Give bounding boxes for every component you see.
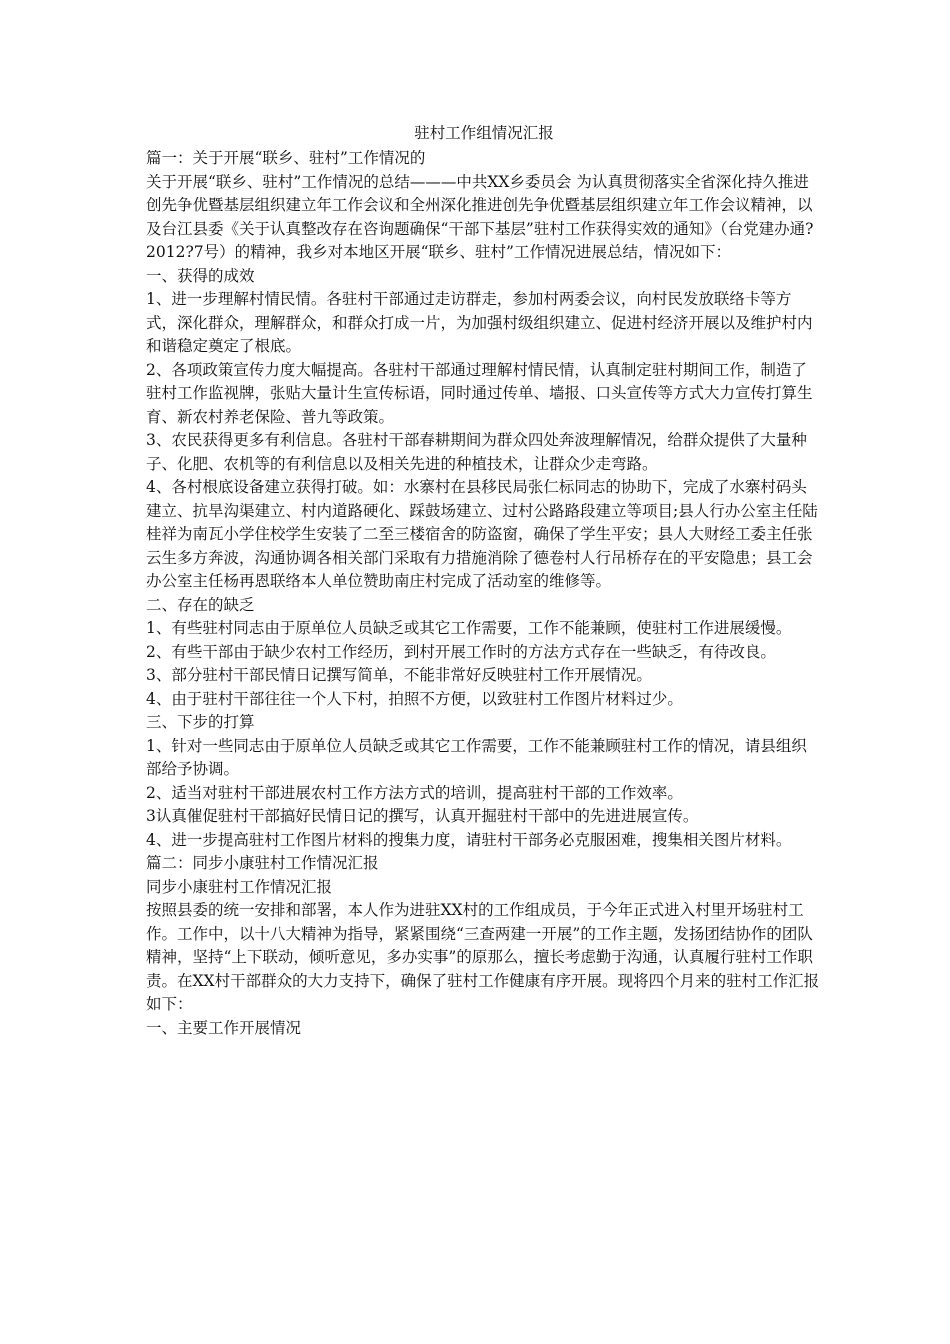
paragraph: 3认真催促驻村干部搞好民情日记的撰写，认真开掘驻村干部中的先进进展宣传。 (146, 807, 699, 825)
paragraph: 按照县委的统一安排和部署，本人作为进驻XX村的工作组成员，于今年正式进入村里开场驻村工作。工作中，以十八大精神为指导，紧紧围绕“三查两建一开展”的工作主题，发扬团结协作的团队精神，坚持“上下联动，倾听意见，多办实事”的原那么，擅长考虑勤于沟通，认真履行驻村工作职责。在XX村干部群众的大力支持下，确保了驻村工作健康有序开展。现将四个月来的驻村工作汇报如下： (146, 901, 820, 1013)
paragraph: 篇一：关于开展“联乡、驻村”工作情况的 (146, 149, 426, 167)
paragraph: 二、存在的缺乏 (146, 595, 255, 614)
paragraph: 关于开展“联乡、驻村”工作情况的总结———中共XX乡委员会 为认真贯彻落实全省深化持久推进创先争优暨基层组织建立年工作会议和全州深化推进创先争优暨基层组织建立年工作会议精神，以及台江县委《关于认真整改存在咨询题确保“干部下基层”驻村工作获得实效的通知》（台党建办通?2012?7号）的精神，我乡对本地区开展“联乡、驻村”工作情况进展总结，情况如下： (146, 172, 814, 261)
paragraph: 4、各村根底设备建立获得打破。如：水寨村在县移民局张仁标同志的协助下，完成了水寨村码头建立、抗旱沟渠建立、村内道路硬化、踩鼓场建立、过村公路路段建立等项目;县人行办公室主任陆桂祥为南瓦小学住校学生安装了二至三楼宿舍的防盗窗，确保了学生平安；县人大财经工委主任张云生多方奔波，沟通协调各相关部门采取有力措施消除了德卷村人行吊桥存在的平安隐患；县工会办公室主任杨再恩联络本人单位赞助南庄村完成了活动室的维修等。 (146, 478, 818, 590)
paragraph: 1、有些驻村同志由于原单位人员缺乏或其它工作需要，工作不能兼顾，使驻村工作进展缓慢。 (146, 619, 792, 637)
paragraph: 2、各项政策宣传力度大幅提高。各驻村干部通过理解村情民情，认真制定驻村期间工作，制造了驻村工作监视牌，张贴大量计生宣传标语，同时通过传单、墙报、口头宣传等方式大力宣传打算生育、新农村养老保险、普九等政策。 (146, 360, 813, 426)
paragraph: 3、农民获得更多有利信息。各驻村干部春耕期间为群众四处奔波理解情况，给群众提供了大量种子、化肥、农机等的有利信息以及相关先进的种植技术，让群众少走弯路。 (146, 431, 807, 473)
paragraph: 4、进一步提高驻村工作图片材料的搜集力度，请驻村干部务必克服困难，搜集相关图片材料。 (146, 830, 792, 849)
paragraph: 2、有些干部由于缺少农村工作经历，到村开展工作时的方法方式存在一些缺乏，有待改良。 (146, 642, 776, 661)
document-page (146, 122, 822, 1040)
paragraph: 1、进一步理解村情民情。各驻村干部通过走访群走，参加村两委会议，向村民发放联络卡等方式，深化群众，理解群众，和群众打成一片，为加强村级组织建立、促进村经济开展以及维护村内和谐稳定奠定了根底。 (146, 290, 813, 355)
paragraph: 2、适当对驻村干部进展农村工作方法方式的培训，提高驻村干部的工作效率。 (146, 783, 683, 802)
paragraph: 4、由于驻村干部往往一个人下村，拍照不方便，以致驻村工作图片材料过少。 (146, 689, 683, 708)
paragraph: 同步小康驻村工作情况汇报 (146, 877, 333, 896)
document-title: 驻村工作组情况汇报 (414, 124, 554, 142)
document-body (146, 147, 822, 1040)
paragraph: 1、针对一些同志由于原单位人员缺乏或其它工作需要，工作不能兼顾驻村工作的情况，请县组织部给予协调。 (146, 736, 807, 778)
paragraph: 一、获得的成效 (146, 266, 255, 285)
paragraph: 三、下步的打算 (146, 713, 255, 731)
paragraph: 3、部分驻村干部民情日记撰写简单，不能非常好反映驻村工作开展情况。 (146, 666, 652, 684)
paragraph: 篇二：同步小康驻村工作情况汇报 (146, 854, 379, 872)
paragraph: 一、主要工作开展情况 (146, 1018, 302, 1037)
